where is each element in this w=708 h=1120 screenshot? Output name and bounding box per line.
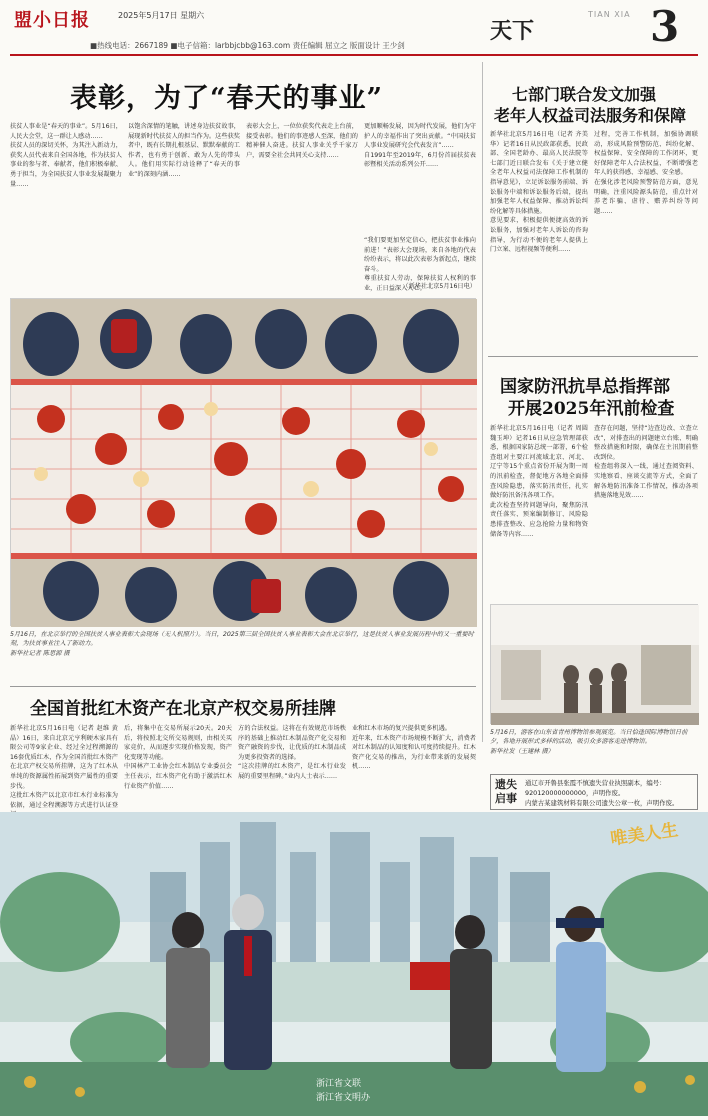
article3-rule [488, 356, 698, 357]
article4-col4: 业和红木市场的复兴提供更多机遇。 近年来，红木资产市场规模不断扩大，消费者对红木制品的认知度和认可度持续提升。红木资产化交易的推出，为行业带来新的发展契机…… [352, 725, 476, 771]
notice-box [490, 774, 698, 810]
page-number: 3 [650, 2, 680, 51]
article4-headline: 全国首批红木资产在北京产权交易所挂牌 [30, 699, 336, 719]
article4-col2: 后，将集中在交易所展示20天。20天后，将按照北交所交易规则，由相关买家竞价，从而逐步实现价格发现，资产化变现等功能。 中国林产工业协会红木制品专业委员会主任表示，红木资产化有助于激活红木行业资产价值…… [124, 725, 232, 790]
article3-col2: 查存在问题，坚持“边查边改、立查立改”，对排查出的问题建立台账、明确整改措施和时限，确保在主汛期前整改到位。 检查组将深入一线，通过查阅资料、实地察看、座谈交流等方式，全面了解各地防汛准备工作情况，推动各项措施落地见效…… [594, 425, 698, 500]
city-illustration [0, 812, 708, 1116]
illustration-credit-1: 浙江省文联 [316, 1079, 362, 1089]
article1-col5-visible: “我们要更加坚定信心，把扶贫事业推向前进！”表彰大会现场，来自各地的代表纷纷表示，将以此次表彰为新起点，继续奋斗。 尊重扶贫人劳动，保障扶贫人权利的事业，正日益深入人心。 [364, 237, 476, 292]
article2-body: 新华社北京5月16日电（记者 齐美华）记者16日从民政部获悉，民政部、全国老龄办、最高人民法院等七部门近日联合发布《关于建立健全老年人权益司法保障工作机制的指导意见》，立足诉讼服务前端、诉讼服务中端和诉讼服务后端，提出加强老年人权益保障、推动诉讼纠纷化解等具体措施。 意见要求，积极提供便捷高效的诉讼服务，加强对老年人诉讼的咨询指导，为行动不便的老年人提供上门立案、远程视频等便利…… [490, 131, 588, 254]
article1-col2: 以饱含深情的笔触，讲述身边扶贫故事，展现新时代扶贫人的担当作为。这些获奖者中，既有长期扎根基层、默默奉献的工作者，也有勇于创新、敢为人先的带头人。他们用实际行动诠释了“春天的事业”的深刻内涵…… [128, 123, 240, 178]
masthead-rule [10, 54, 698, 56]
article2-headline-2: 老年人权益司法服务和保障 [494, 106, 687, 125]
notice-title-1: 遗失 [495, 778, 517, 791]
museum-image [491, 605, 699, 725]
banquet-image [11, 299, 477, 627]
notice-title-2: 启事 [495, 792, 517, 805]
column-divider [482, 62, 483, 742]
article4-body: 新华社北京5月16日电（记者 赵维 黄晶）16日，来自北京元亨利硬木家具有限公司等9家企业、经过全过程溯源的16套优质红木，作为全国首批红木资产在北京产权交易所挂牌，这为了红木从单纯的资源属性拓展到资产属性的重要步伐。 这批红木资产以北京市红木行业标准为依据，通过全程溯源等方式进行认证登 [10, 725, 118, 809]
article1-headline: 表彰，为了“春天的事业” [70, 83, 384, 114]
article2-col2: 过程，完善工作机制，加强协调联动，形成风险预警防范、纠纷化解、权益保障、安全保障的工作闭环，更好保障老年人合法权益，不断增强老年人的获得感、幸福感、安全感。 在强化涉老风险预警防范方面，意见明确，注重风险源头防范，重点针对养老诈骗、虐待、赡养纠纷等问题…… [594, 131, 698, 215]
newspaper-logo: 盟小日报 [14, 10, 90, 31]
contact-bar: ■热线电话：2667189 ■电子信箱：larbbjcbb@163.com 责任编辑 屈立之 版面设计 王少剑 [90, 41, 405, 50]
illustration-credit-2: 浙江省文明办 [316, 1093, 371, 1103]
article4-col3: 方的合法权益。这将在有效规范市场秩序的基础上推动红木制品资产化交易和资产融资的步伐，让优质的红木制品成为更多投资者的选择。 “这次挂牌的红木资产，是红木行业发展的重要里程碑。”业内人士表示…… [238, 725, 346, 780]
article4-rule [10, 686, 476, 687]
banquet-photo-caption: 5月16日，在北京举行的全国扶贫人事业表彰大会现场（无人机照片）。当日，2025第三届全国扶贫人事业表彰大会在北京举行，这是扶贫人事业发展历程中的又一重要时刻，为扶贫事业注入了新动力。 新华社记者 陈思源 摄 [10, 631, 474, 657]
article1-col3: 表彰大会上，一位位获奖代表走上台前，接受表彰。他们的事迹感人至深，他们的精神催人奋进。扶贫人事业关乎千家万户，需要全社会共同关心支持…… [246, 123, 358, 159]
issue-date: 2025年5月17日 星期六 [118, 11, 205, 20]
illustration-title: 唯美人生 [609, 820, 680, 850]
section-pinyin: TIAN XIA [588, 10, 631, 19]
notice-text: 通辽市开鲁县张霞不慎遗失营业执照副本，编号：920120000000000，声明作废。 内蒙古某建筑材料有限公司遗失公章一枚，声明作废。 [525, 779, 679, 807]
article1-col4: 更加顺畅发展，因为时代发展，他们为守护人的幸福作出了突出贡献。“中国扶贫人事业发展研究会代表发言”…… 自1991年至2019年，6月份首届扶贫表彰暨相关活动系列公开…… [364, 123, 476, 169]
article3-headline-1: 国家防汛抗旱总指挥部 [500, 377, 670, 397]
public-service-illustration [0, 812, 708, 1116]
article1-col1: 扶贫人事业是“春天的事业”。5月16日，人民大会堂，这一群让人感动…… 扶贫人员的深切关怀，为其注入新动力，获奖人员代表来自全国各地，作为扶贫人事业的参与者、奉献者，他们积极奉献、勇于担当，为全国扶贫人事业发展凝聚力量…… [10, 123, 122, 188]
article3-headline-2: 开展2025年汛前检查 [508, 399, 675, 419]
article2-headline-1: 七部门联合发文加强 [512, 85, 657, 104]
masthead [0, 0, 708, 58]
section-title: 天下 [490, 18, 535, 44]
museum-photo-caption: 5月16日，游客在山东省青州博物馆参观展览。当日恰逢国际博物馆日前夕，各地开展形式多样的活动，吸引众多游客走进博物馆。 新华社发（王建林 摄） [490, 729, 688, 755]
museum-photo [490, 604, 698, 724]
banquet-photo [10, 298, 476, 626]
article3-body: 新华社北京5月16日电（记者 周圆 魏玉坤）记者16日从应急管理部获悉，根据国家防总统一部署，6个检查组对主要江河流域北京、河北、辽宁等15个重点省份开展为期一周的汛前检查，督促地方各地全面排查风险隐患，落实防汛责任，扎实做好防汛备汛各项工作。 此次检查坚持问题导向，聚焦防汛责任落实、预案编制修订、风险隐患排查整改、应急抢险力量和物资储备等内容…… [490, 425, 588, 538]
article1-byline: （新华社北京5月16日电） [402, 283, 476, 290]
